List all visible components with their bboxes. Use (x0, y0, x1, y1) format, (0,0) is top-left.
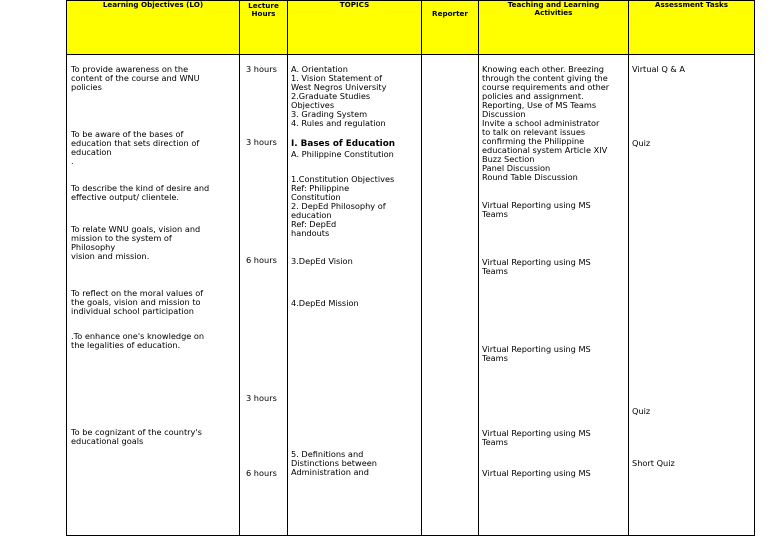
topic-line: 4.DepEd Mission (291, 298, 359, 308)
objective-line: education (71, 147, 112, 157)
objective-line: effective output/ clientele. (71, 192, 179, 202)
objective-line: To provide awareness on the (71, 64, 189, 74)
topic-line: West Negros University (291, 82, 387, 92)
objective-line: vision and mission. (71, 251, 150, 261)
activity-line: Virtual Reporting using MS (482, 428, 591, 438)
objective-line: the legalities of education. (71, 340, 181, 350)
activity-line: Panel Discussion (482, 163, 551, 173)
topic-line: 3. Grading System (291, 109, 368, 119)
topic-line: 3.DepEd Vision (291, 256, 353, 266)
lecture-hours-cell (240, 55, 288, 536)
activity-line: Virtual Reporting using MS (482, 344, 591, 354)
topic-line: Constitution (291, 192, 341, 202)
activity-line: Virtual Reporting using MS (482, 257, 591, 267)
objective-line: . (71, 156, 74, 166)
topic-line: 5. Definitions and (291, 449, 364, 459)
topic-line: 2.Graduate Studies (291, 91, 371, 101)
header-teaching-activities: Teaching and Learning Activities (479, 1, 629, 55)
objective-line: content of the course and WNU (71, 73, 200, 83)
course-syllabus-table (66, 0, 755, 536)
objectives-cell (67, 55, 240, 536)
table-row (67, 55, 755, 536)
objective-line: education that sets direction of (71, 138, 200, 148)
header-topics: TOPICS (288, 1, 422, 55)
activity-line: Teams (482, 209, 508, 219)
objective-line: .To enhance one's knowledge on (71, 331, 205, 341)
header-row (67, 1, 755, 55)
activity-line: Virtual Reporting using MS (482, 468, 591, 478)
activity-line: Invite a school administrator (482, 118, 600, 128)
assessment-task: Virtual Q & A (632, 64, 685, 74)
topic-line: education (291, 210, 332, 220)
topic-line: Administration and (291, 467, 369, 477)
hours-value: 3 hours (246, 64, 277, 74)
objective-line: educational goals (71, 436, 144, 446)
header-assessment-tasks: Assessment Tasks (629, 1, 755, 55)
hours-value: 3 hours (246, 137, 277, 147)
topic-line: 4. Rules and regulation (291, 118, 386, 128)
topic-line: 1. Vision Statement of (291, 73, 383, 83)
reporter-cell (422, 55, 479, 536)
objective-line: individual school participation (71, 306, 194, 316)
assessment-task: Quiz (632, 138, 651, 148)
hours-value: 6 hours (246, 255, 277, 265)
topic-line: 2. DepEd Philosophy of (291, 201, 386, 211)
activity-line: confirming the Philippine (482, 136, 585, 146)
topic-line: A. Philippine Constitution (291, 149, 394, 159)
objective-line: To be aware of the bases of (71, 129, 184, 139)
topic-line: 1.Constitution Objectives (291, 174, 395, 184)
objective-line: the goals, vision and mission to (71, 297, 201, 307)
activities-cell (479, 55, 629, 536)
topic-line: Ref: DepEd (291, 219, 337, 229)
header-learning-objectives: Learning Objectives (LO) (67, 1, 240, 55)
activity-line: Knowing each other. Breezing (482, 64, 604, 74)
topic-line: handouts (291, 228, 330, 238)
topic-heading: I. Bases of Education (291, 139, 395, 149)
assessment-task: Short Quiz (632, 458, 675, 468)
topic-line: Ref: Philippine (291, 183, 350, 193)
activity-line: Discussion (482, 109, 526, 119)
activity-line: Reporting, Use of MS Teams (482, 100, 597, 110)
topic-line: A. Orientation (291, 64, 348, 74)
objective-line: To reflect on the moral values of (71, 288, 204, 298)
activity-line: Buzz Section (482, 154, 535, 164)
activity-line: Teams (482, 437, 508, 447)
assessment-task: Quiz (632, 406, 651, 416)
objective-line: To describe the kind of desire and (71, 183, 210, 193)
activity-line: educational system Article XIV (482, 145, 608, 155)
activity-line: Round Table Discussion (482, 172, 578, 182)
objective-line: To relate WNU goals, vision and (71, 224, 201, 234)
activity-line: policies and assignment. (482, 91, 584, 101)
activity-line: to talk on relevant issues (482, 127, 586, 137)
topic-line: Distinctions between (291, 458, 377, 468)
hours-value: 6 hours (246, 468, 277, 478)
objective-line: mission to the system of (71, 233, 172, 243)
objective-line: To be cognizant of the country's (71, 427, 202, 437)
assessment-cell (629, 55, 755, 536)
activity-line: Teams (482, 353, 508, 363)
header-reporter: Reporter (422, 1, 479, 55)
topic-line: Objectives (291, 100, 335, 110)
hours-value: 3 hours (246, 393, 277, 403)
header-lecture-hours: Lecture Hours (240, 1, 288, 55)
objective-line: policies (71, 82, 102, 92)
activity-line: Teams (482, 266, 508, 276)
objective-line: Philosophy (71, 242, 116, 252)
activity-line: through the content giving the (482, 73, 608, 83)
activity-line: Virtual Reporting using MS (482, 200, 591, 210)
topics-cell (288, 55, 422, 536)
activity-line: course requirements and other (482, 82, 610, 92)
